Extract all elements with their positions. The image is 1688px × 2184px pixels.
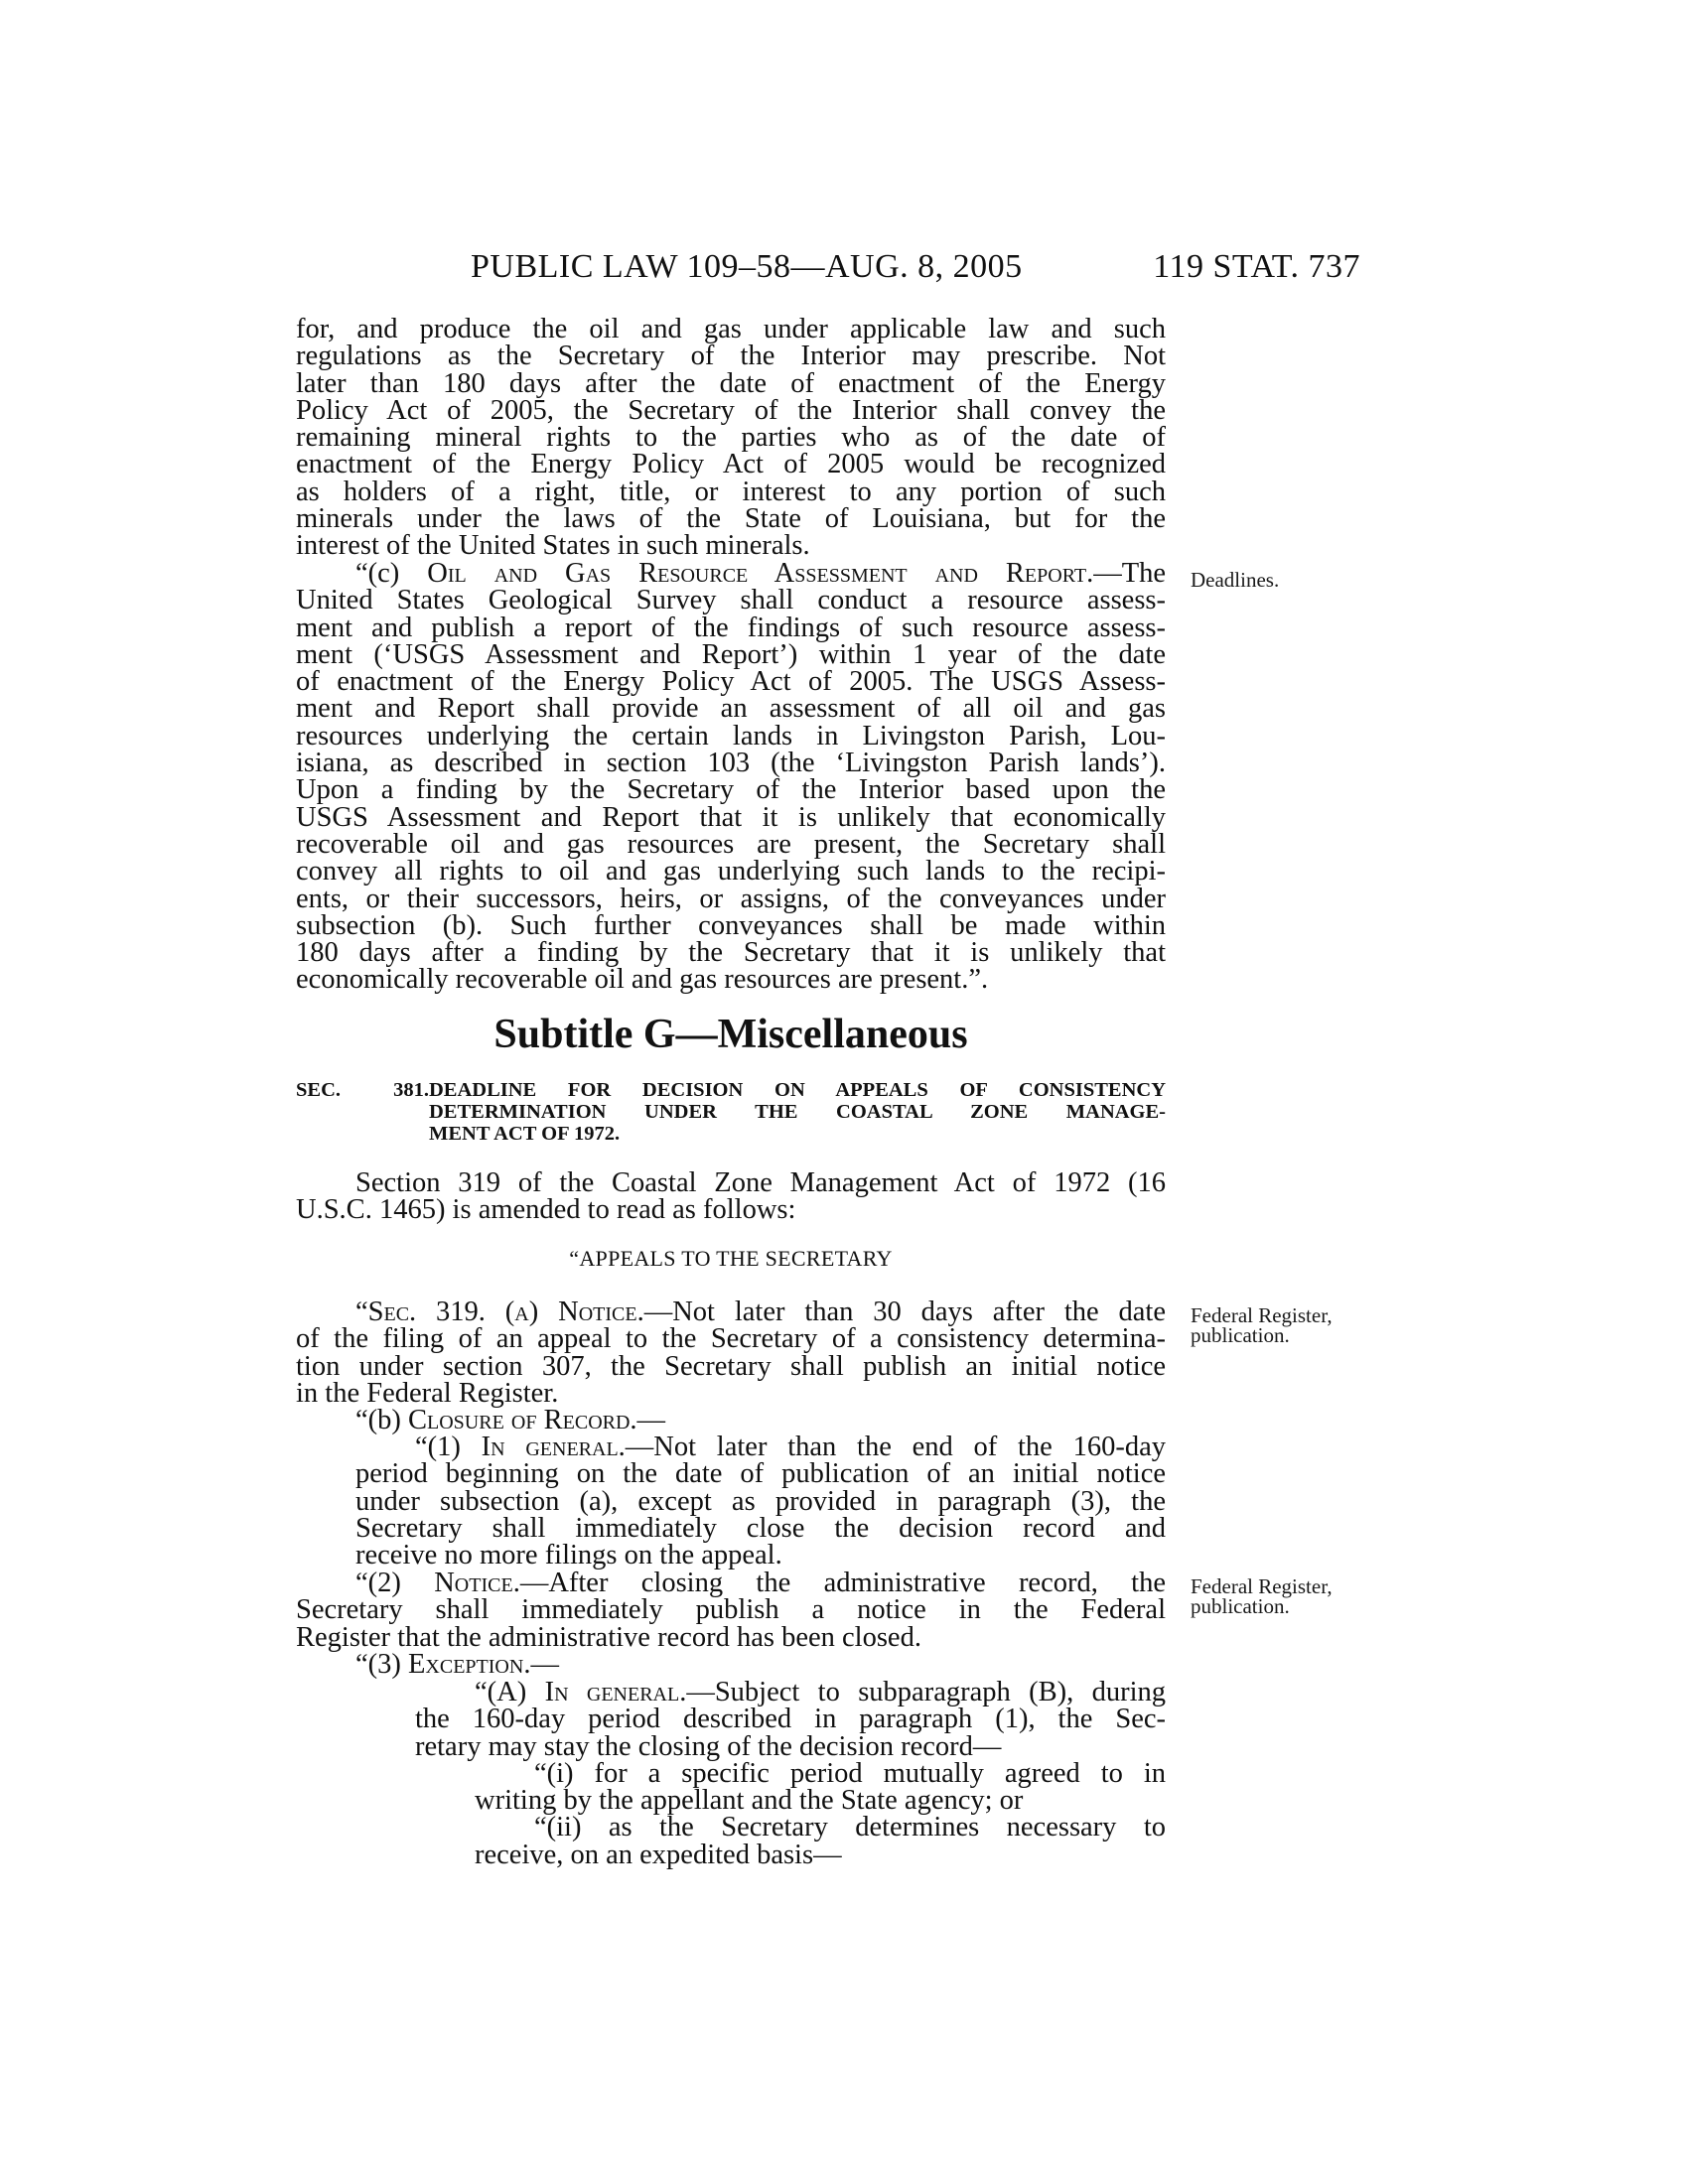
text-line: Policy Act of 2005, the Secretary of the Interior shall convey the [296,394,1166,426]
text-line: isiana, as described in section 103 (the ‘Livingston Parish lands’). [296,748,1166,779]
subparagraph-a [296,1679,1166,1868]
text-line: recoverable oil and gas resources are present, the Secretary shall [296,828,1166,860]
text-line: Section 319 of the Coastal Zone Management Act of 1972 (16 [355,1167,1166,1198]
sec-319-a [296,1297,1166,1436]
paragraph-2 [296,1570,1166,1678]
text-line: United States Geological Survey shall conduct a resource assess- [296,585,1166,616]
text-line: tion under section 307, the Secretary shall publish an initial notice [296,1350,1166,1382]
text-line: minerals under the laws of the State of Louisiana, but for the [296,503,1166,535]
text-line: 180 days after a finding by the Secretary that it is unlikely that [296,937,1166,969]
section-heading-line: DETERMINATION UNDER THE COASTAL ZONE MANAGE- [429,1101,1166,1123]
text-line: USGS Assessment and Report that it is unlikely that economically [296,801,1166,833]
text-line: period beginning on the date of publication of an initial notice [355,1458,1166,1490]
text-line: interest of the United States in such minerals. [296,530,810,562]
text-line: Secretary shall immediately close the decision record and [355,1512,1166,1544]
clause-ii-first-line: “(ii) as the Secretary determines necessary to [534,1812,1166,1843]
section-c-paragraph [296,560,1166,994]
text-line: under subsection (a), except as provided in paragraph (3), the [355,1485,1166,1517]
text-line: regulations as the Secretary of the Interior may prescribe. Not [296,341,1166,372]
text-line: remaining mineral rights to the parties who as of the date of [296,422,1166,454]
paragraph-1 [296,1433,1166,1569]
continuation-paragraph [296,316,1166,560]
appeals-heading: “APPEALS TO THE SECRETARY [569,1246,893,1271]
clause-i-second-line: writing by the appellant and the State agency; or [475,1785,1024,1817]
text-line: ment and publish a report of the findings of such resource assess- [296,612,1166,643]
section-number: SEC. 381. [296,1079,429,1101]
text-line: enactment of the Energy Policy Act of 2005 would be recognized [296,449,1166,480]
text-line: as holders of a right, title, or interest to any portion of such [296,476,1166,507]
margin-note-federal-register-1: Federal Register, publication. [1191,1303,1333,1347]
running-head-title: PUBLIC LAW 109–58—AUG. 8, 2005 [471,248,1023,285]
section-381-heading [296,1079,1166,1145]
text-line: receive no more filings on the appeal. [355,1540,782,1571]
text-line: in the Federal Register. [296,1377,559,1409]
paragraph-2-first-line: “(2) Notice.—After closing the administrative record, the [355,1568,1166,1598]
text-line: the 160-day period described in paragraph (1), the Sec- [415,1704,1166,1735]
text-line: of the filing of an appeal to the Secretary of a consistency determina- [296,1323,1166,1355]
text-line: economically recoverable oil and gas resources are present.”. [296,964,989,996]
text-line: ment and Report shall provide an assessment of all oil and gas [296,693,1166,725]
text-line: retary may stay the closing of the decision record— [415,1730,1002,1762]
sec-319-a-first-line: “Sec. 319. (a) Notice.—Not later than 30 days after the date [355,1297,1166,1327]
text-line: Register that the administrative record has been closed. [296,1621,921,1653]
text-line: of enactment of the Energy Policy Act of 2005. The USGS Assess- [296,666,1166,698]
text-line: subsection (b). Such further conveyances shall be made within [296,909,1166,941]
margin-note-federal-register-2: Federal Register, publication. [1191,1574,1333,1618]
clause-ii-second-line: receive, on an expedited basis— [475,1839,842,1870]
clause-i-first-line: “(i) for a specific period mutually agreed to in [534,1757,1166,1789]
paragraph-1-first-line: “(1) In general.—Not later than the end of the 160-day [415,1432,1166,1462]
text-line: Secretary shall immediately publish a notice in the Federal [296,1594,1166,1626]
text-line: ents, or their successors, heirs, or assigns, of the conveyances under [296,883,1166,914]
sec-319-b-heading: “(b) Closure of Record.— [355,1405,666,1436]
text-line: for, and produce the oil and gas under applicable law and such [296,314,1166,344]
text-line: convey all rights to oil and gas underlying such lands to the recipi- [296,856,1166,887]
text-line: later than 180 days after the date of enactment of the Energy [296,367,1166,399]
subtitle-heading: Subtitle G—Miscellaneous [493,1012,968,1057]
section-c-heading: Oil and Gas Resource Assessment and Report [427,558,1087,589]
section-heading-line: SEC. 381.DEADLINE FOR DECISION ON APPEALS OF CONSISTENCY [296,1079,1166,1101]
text-line: resources underlying the certain lands in Livingston Parish, Lou- [296,720,1166,751]
text-line: Upon a finding by the Secretary of the Interior based upon the [296,774,1166,806]
notice-heading: Notice [558,1297,637,1327]
paragraph-3-heading: “(3) Exception.— [355,1648,559,1680]
section-heading-line: MENT ACT OF 1972. [429,1123,621,1145]
page-number: 119 STAT. 737 [1153,248,1360,285]
text-line: ment (‘USGS Assessment and Report’) within 1 year of the date [296,638,1166,670]
subparagraph-a-first-line: “(A) In general.—Subject to subparagraph (B), during [475,1677,1166,1707]
section-381-intro [296,1169,1166,1224]
margin-note-deadlines: Deadlines. [1191,568,1280,592]
text-line: U.S.C. 1465) is amended to read as follows: [296,1194,796,1226]
section-c-first-line: “(c) Oil and Gas Resource Assessment and Report.—The [355,558,1166,589]
